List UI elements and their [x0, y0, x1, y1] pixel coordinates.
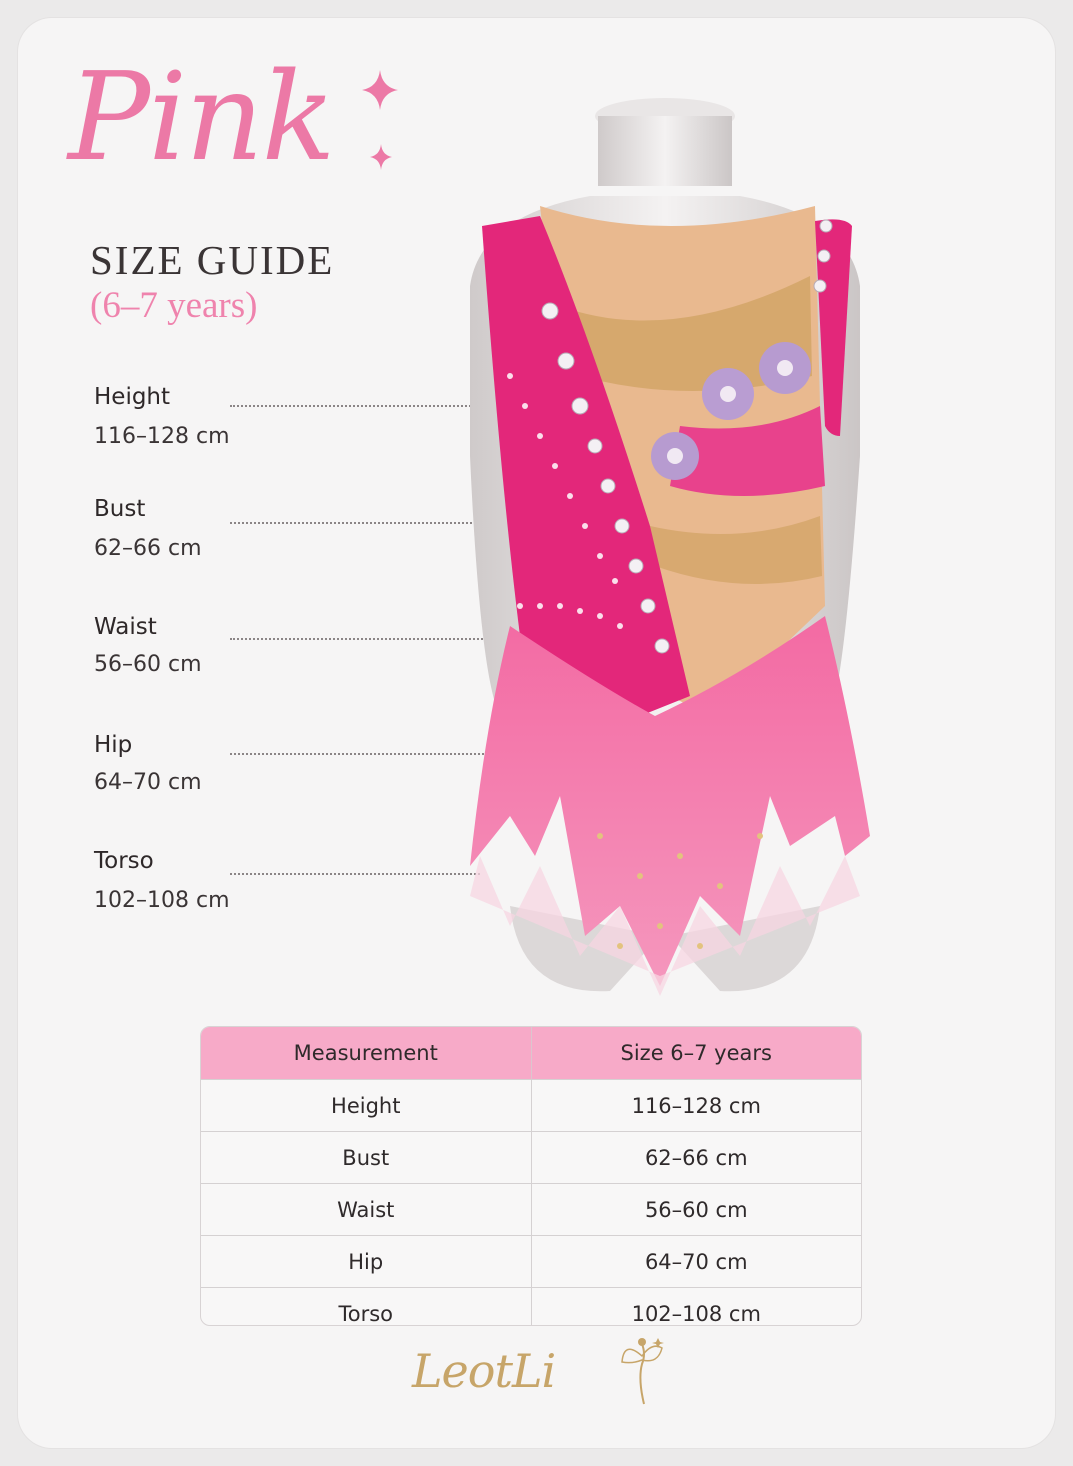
table-cell-size: 102–108 cm: [531, 1288, 861, 1327]
waist-label: Waist: [94, 614, 157, 640]
waist-value: 56–60 cm: [94, 652, 202, 677]
size-guide-heading: SIZE GUIDE: [90, 237, 335, 283]
table-row: [201, 1080, 861, 1132]
table-header-size: Size 6–7 years: [531, 1027, 861, 1080]
torso-value: 102–108 cm: [94, 888, 230, 913]
sparkle-icon: [370, 144, 392, 170]
height-label: Height: [94, 384, 171, 410]
bust-label: Bust: [94, 496, 146, 522]
table-cell-measurement: Bust: [201, 1132, 531, 1184]
fairy-icon: [618, 1334, 666, 1408]
age-range: (6–7 years): [90, 285, 258, 326]
table-cell-size: 56–60 cm: [531, 1184, 861, 1236]
table-header-measurement: Measurement: [201, 1027, 531, 1080]
size-table: [200, 1026, 862, 1326]
table-cell-measurement: Hip: [201, 1236, 531, 1288]
table-row: [201, 1288, 861, 1327]
brand-logo: LeotLi: [412, 1344, 556, 1398]
table-cell-measurement: Torso: [201, 1288, 531, 1327]
table-row: [201, 1132, 861, 1184]
table-cell-measurement: Height: [201, 1080, 531, 1132]
table-header-row: [201, 1027, 861, 1080]
bust-value: 62–66 cm: [94, 536, 202, 561]
table-row: [201, 1236, 861, 1288]
table-cell-measurement: Waist: [201, 1184, 531, 1236]
sparkle-icon: [362, 70, 398, 110]
table-cell-size: 116–128 cm: [531, 1080, 861, 1132]
height-value: 116–128 cm: [94, 424, 230, 449]
table-cell-size: 64–70 cm: [531, 1236, 861, 1288]
page-title: Pink: [68, 46, 334, 188]
torso-label: Torso: [94, 848, 154, 874]
hip-value: 64–70 cm: [94, 770, 202, 795]
table-cell-size: 62–66 cm: [531, 1132, 861, 1184]
hip-label: Hip: [94, 732, 133, 758]
table-row: [201, 1184, 861, 1236]
leotard-product-image: [440, 76, 880, 1006]
